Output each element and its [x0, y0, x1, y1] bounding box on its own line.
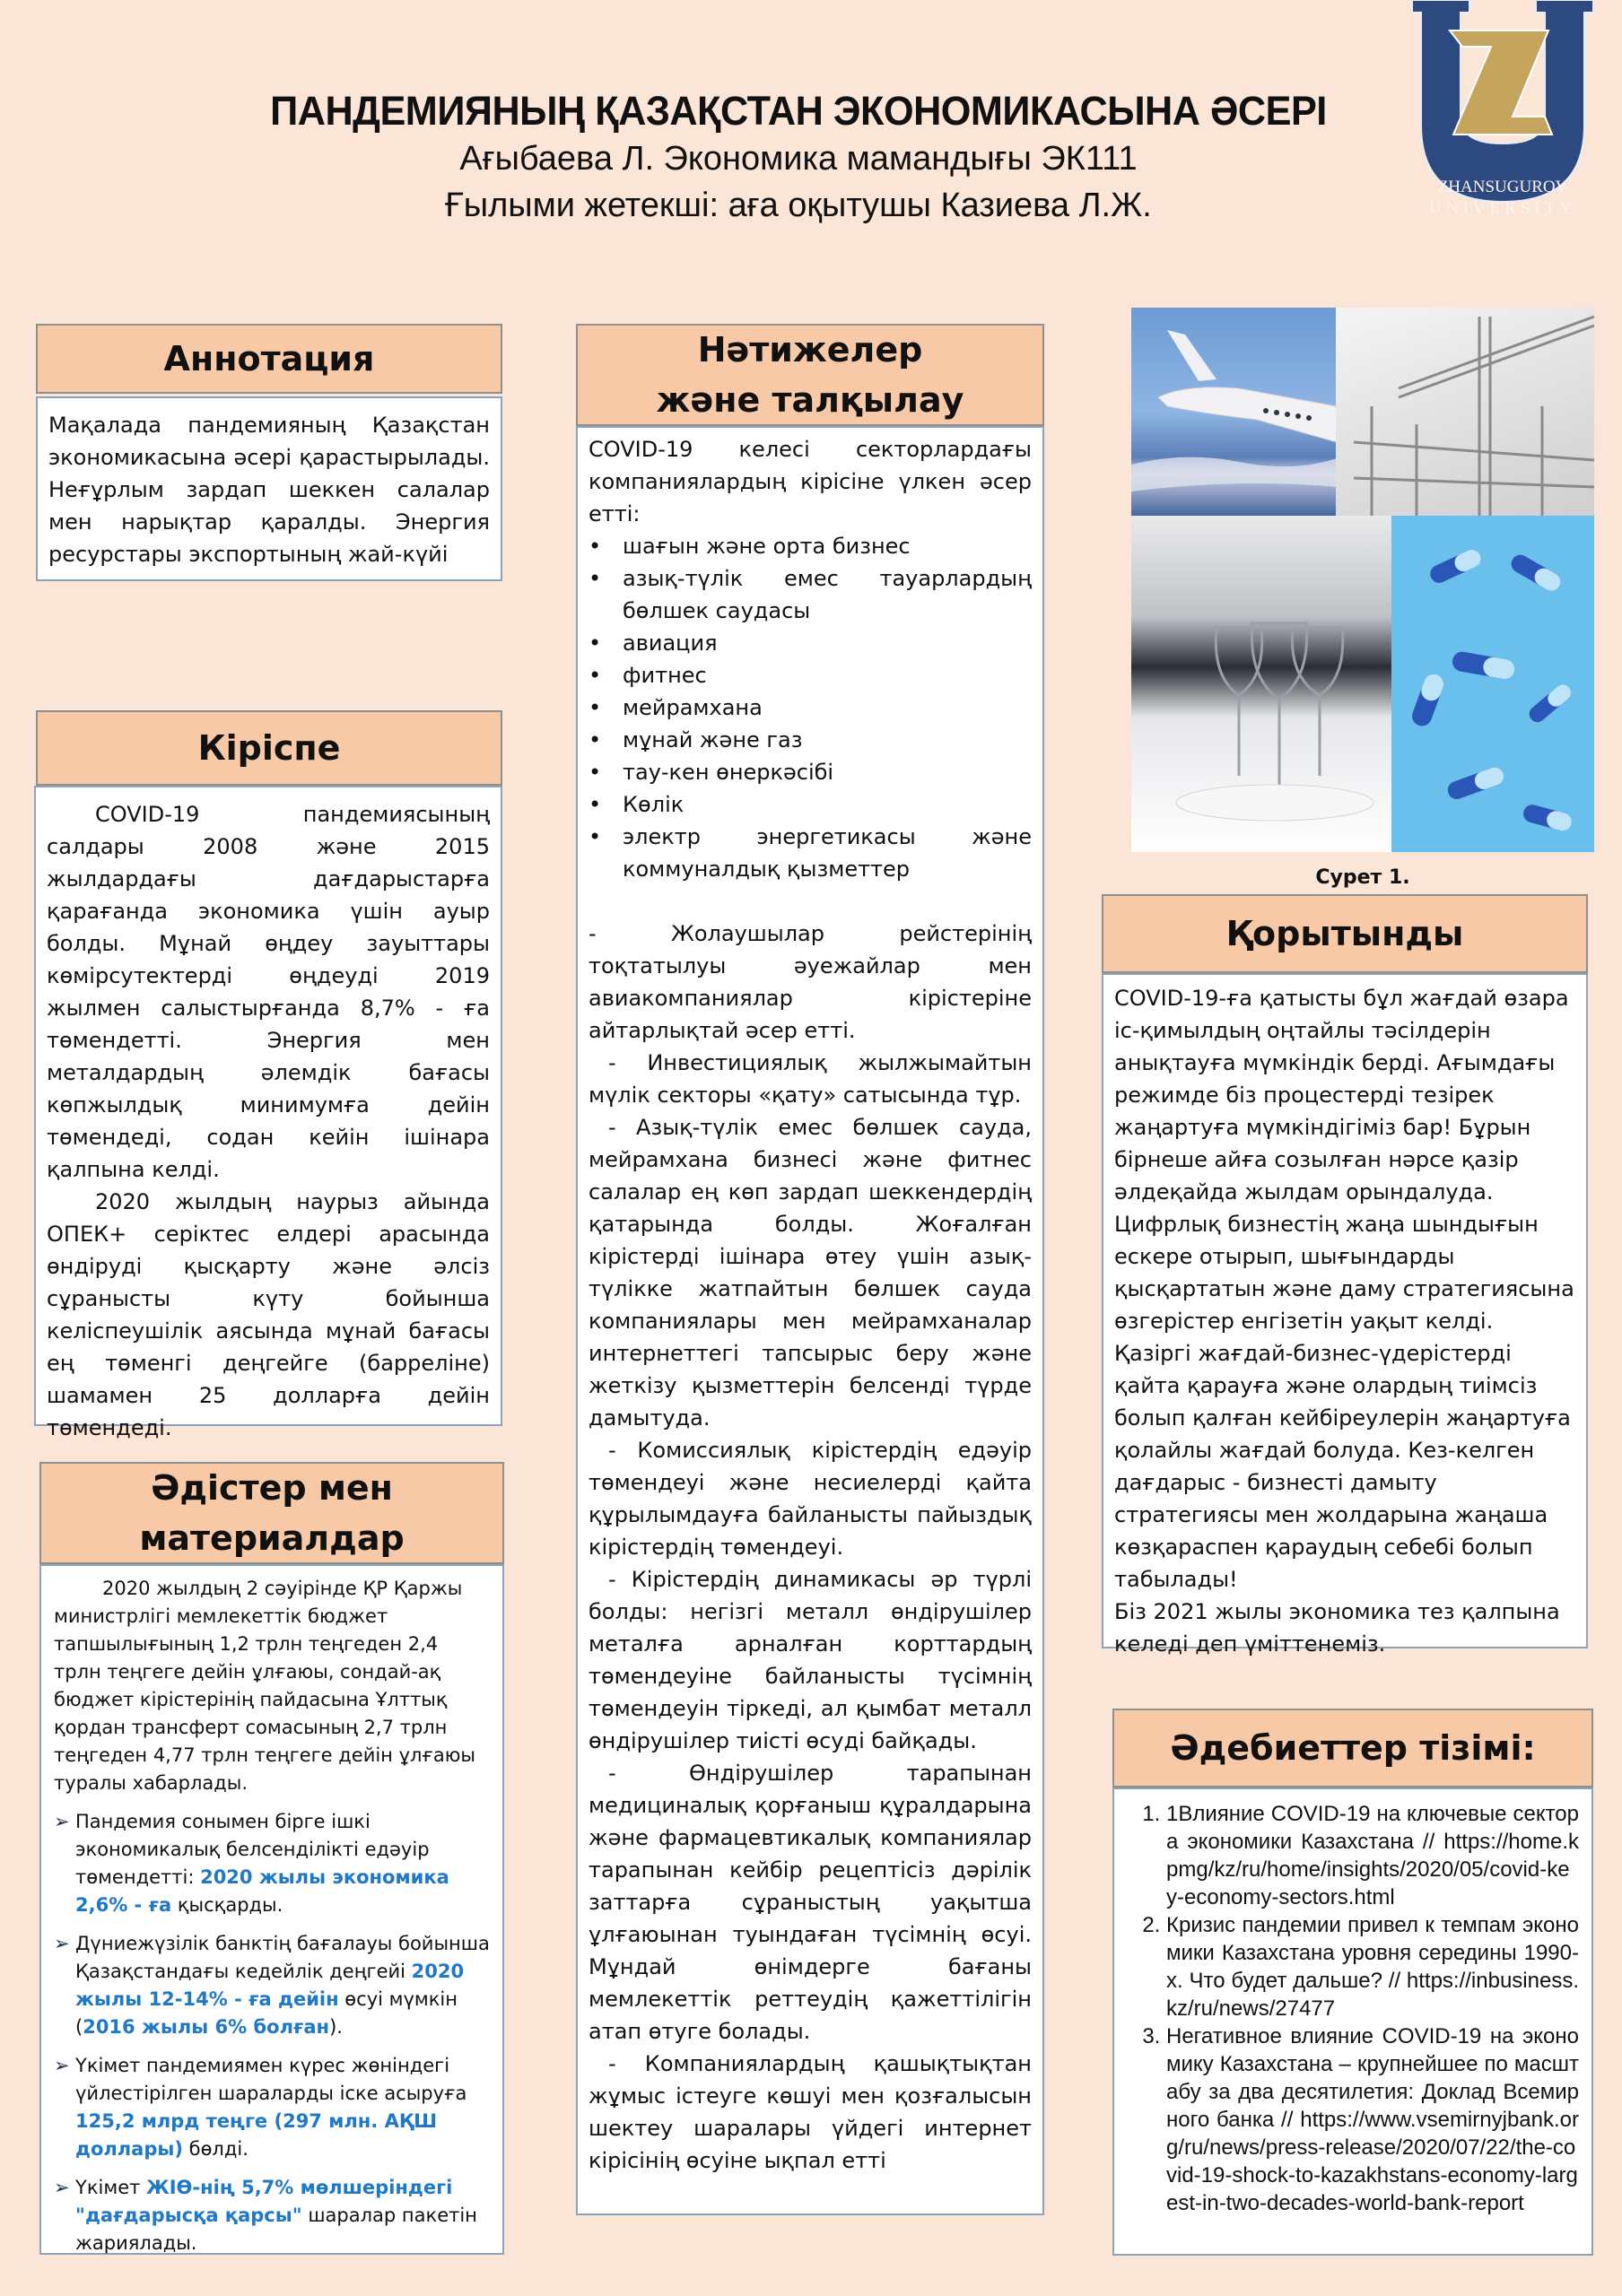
pills-icon [1391, 516, 1594, 852]
introduction-heading: Кіріспе [36, 710, 502, 786]
pills-photo [1391, 516, 1594, 852]
construction-crane-photo [1336, 308, 1594, 516]
annotation-text: Мақалада пандемияның Қазақстан экономикасына әсері қарастырылады. Неғұрлым зардап шеккен салалар мен нарықтар қаралды. Энергия ресурстары экспортының жай-күйі [48, 413, 490, 567]
logo-text-line1: ZHANSUGUROV [1437, 178, 1568, 196]
figure-caption: Сурет 1. [1315, 866, 1410, 889]
results-paragraph: - Инвестициялық жылжымайтын мүлік секторы «қату» сатысында тұр. [589, 1050, 1032, 1108]
arrow-bullet-icon: ➢ [54, 2177, 70, 2198]
sector-item: • мейрамхана [589, 691, 1032, 724]
results-intro: COVID-19 келесі секторлардағы компаниялардың кірісіне үлкен әсер етті: [589, 437, 1032, 526]
reference-item: 3. Негативное влияние COVID-19 на экономику Казахстана – крупнейшее по масштабу за два десятилетия: Доклад Всемирного банка // https://www.vsemirnyjbank.org/ru/news/press-release/2020/07/22/the-covid-19-shock-to-kazakhstans-economy-largest-in-two-decades-world-bank-report [1166, 2022, 1579, 2217]
methods-intro: 2020 жылдың 2 сәуірінде ҚР Қаржы министрлігі мемлекеттік бюджет тапшылығының 1,2 трлн теңгеден 2,4 трлн теңгеге дейін ұлғаюы, сондай-ақ бюджет кірістерінің пайдасына Ұлттық қордан трансферт сомасының 2,7 трлн теңгеден 4,77 трлн теңгеге дейін ұлғаюы туралы хабарлады. [54, 1578, 475, 1794]
results-heading [576, 324, 1044, 426]
conclusion-paragraph: COVID-19-ға қатысты бұл жағдай өзара іс-қимылдың оңтайлы тәсілдерін анықтауға мүмкіндік берді. Ағымдағы режимде біз процестерді тезірек жаңартуға мүмкіндігіміз бар! Бұрын бірнеше айға созылған нәрсе қазір әлдеқайда жылдам орындалуда. Цифрлық бизнестің жаңа шындығын ескере отырып, шығындарды қысқартатын және даму стратегиясына өзгерістер енгізетін уақыт келді. Қазіргі жағдай-бизнес-үдерістерді қайта қарауға және олардың тиімсіз болып қалған кейбіреулерін жаңартуға қолайлы жағдай болуда. Кез-келген дағдарыс - бизнесті дамыту стратегиясы мен жолдарына жаңаша көзқараспен қараудың себебі болып табылады! [1114, 986, 1574, 1592]
reference-item: 2. Кризис пандемии привел к темпам экономики Казахстана уровня середины 1990-х. Что будет дальше? // https://inbusiness.kz/ru/news/27477 [1166, 1911, 1579, 2022]
sector-item: • фитнес [589, 659, 1032, 691]
arrow-bullet-icon: ➢ [54, 1811, 70, 1832]
methods-bullet-list [54, 1808, 490, 2257]
sector-item: • шағын және орта бизнес [589, 530, 1032, 562]
arrow-bullet-icon: ➢ [54, 1933, 70, 1954]
methods-bullet: ➢ Дүниежүзілік банктің бағалауы бойынша Қазақстандағы кедейлік деңгейі 2020 жылы 12-14% - ға дейін өсуі мүмкін (2016 жылы 6% болған). [54, 1930, 490, 2041]
results-body [576, 426, 1044, 2215]
annotation-body [36, 396, 502, 581]
sector-item: • азық-түлік емес тауарлардың бөлшек саудасы [589, 562, 1032, 627]
results-paragraph: - Өндірушілер тарапынан медициналық қорғаныш құралдарына және фармацевтикалық компаниялар тарапынан кейбір рецептісіз дәрілік заттарға сұраныстың уақытша ұлғаюынан туындаған түсімнің өсуі. Мұндай өнімдерге бағаны мемлекеттік реттеудің қажеттілігін атап өтуге болады. [589, 1761, 1032, 2044]
conclusion-heading: Қорытынды [1102, 894, 1588, 973]
methods-bullet: ➢ Пандемия сонымен бірге ішкі экономикалық белсенділікті едәуір төмендетті: 2020 жылы экономика 2,6% - ға қысқарды. [54, 1808, 490, 1919]
results-paragraph: - Азық-түлік емес бөлшек сауда, мейрамхана бизнесі және фитнес салалар ең көп зардап шеккендердің қатарында болды. Жоғалған кірістерді ішінара өтеу үшін азық-түлікке жатпайтын бөлшек сауда компаниялары мен мейрамханалар интернеттегі тапсырыс беру және жеткізу қызметтерін белсенді түрде дамытуда. [589, 1115, 1032, 1431]
reference-item: 1. 1Влияние COVID-19 на ключевые сектора экономики Казахстана // https://home.kpmg/kz/ru/home/insights/2020/05/covid-key-economy-sectors.html [1166, 1800, 1579, 1911]
airplane-icon [1131, 308, 1337, 516]
sector-item: • авиация [589, 627, 1032, 659]
crane-icon [1336, 308, 1594, 516]
methods-bullet: ➢ Үкімет ЖІӨ-нің 5,7% мөлшеріндегі "дағдарысқа қарсы" шаралар пакетін жариялады. [54, 2174, 490, 2257]
conclusion-body [1102, 973, 1588, 1657]
methods-body [39, 1564, 504, 2255]
author-line: Ағыбаева Л. Экономика мамандығы ЭК111 [459, 140, 1138, 178]
results-paragraph: - Компаниялардың қашықтықтан жұмыс істеуге көшуі мен қозғалысын шектеу шаралары үйдегі интернет кірісінің өсуіне ықпал етті [589, 2051, 1032, 2173]
methods-bullet: ➢ Үкімет пандемиямен күрес жөніндегі үйлестірілген шараларды іске асыруға 125,2 млрд теңге (297 млн. АҚШ доллары) бөлді. [54, 2052, 490, 2163]
arrow-bullet-icon: ➢ [54, 2055, 70, 2076]
conclusion-paragraph: Біз 2021 жылы экономика тез қалпына келеді деп үміттенеміз. [1114, 1599, 1560, 1657]
sector-item: • мұнай және газ [589, 724, 1032, 756]
sector-item: • электр энергетикасы және коммуналдық қызметтер [589, 821, 1032, 885]
results-paragraph: - Кірістердің динамикасы әр түрлі болды: негізгі металл өндірушілер металға арналған корттардың төмендеуіне байланысты түсімнің төмендеуін тіркеді, ал қымбат металл өндірушілер тиісті өсуді байқады. [589, 1567, 1032, 1753]
methods-heading-text: Әдістер мен материалдар [139, 1468, 405, 1558]
results-heading-text: Нәтижелер және талқылау [656, 330, 964, 420]
introduction-paragraph: 2020 жылдың наурыз айында ОПЕК+ серіктес елдері арасында өндіруді қысқарту және әлсіз сұранысты күту бойынша келіспеушілік аясында мұнай бағасы ең төменгі деңгейге (баррелiне) шамамен 25 долларға дейін төмендеді. [47, 1189, 490, 1440]
airplane-photo [1131, 308, 1337, 516]
sector-item: • тау-кен өнеркәсібі [589, 756, 1032, 788]
methods-heading [39, 1462, 504, 1564]
restaurant-glasses-photo [1131, 516, 1391, 852]
sector-list [589, 530, 1032, 885]
logo-text-line2: UNIVERSITY [1429, 199, 1576, 218]
references-list [1127, 1800, 1579, 2217]
references-body [1112, 1787, 1593, 2256]
poster-title: ПАНДЕМИЯНЫҢ ҚАЗАҚСТАН ЭКОНОМИКАСЫНА ӘСЕРІ [270, 88, 1327, 134]
results-paragraph: - Комиссиялық кірістердің едәуір төмендеуі және несиелерді қайта құрылымдауға байланысты пайыздық кірістердің төмендеуі. [589, 1438, 1032, 1560]
results-paragraph: - Жолаушылар рейстерінің тоқтатылуы әуежайлар мен авиакомпаниялар кірістеріне айтарлықтай әсер етті. [589, 921, 1032, 1043]
supervisor-line: Ғылыми жетекші: аға оқытушы Казиева Л.Ж. [445, 187, 1152, 224]
introduction-body [34, 786, 502, 1440]
annotation-heading: Аннотация [36, 324, 502, 394]
wine-glasses-icon [1131, 516, 1391, 852]
introduction-paragraph: COVID-19 пандемиясының салдары 2008 және 2015 жылдардағы дағдарыстарға қарағанда экономика үшін ауыр болды. Мұнай өңдеу зауыттары көмірсутектерді өңдеуді 2019 жылмен салыстырғанда 8,7% - ға төмендетті. Энергия мен металдардың әлемдік бағасы көпжылдық минимумға дейін төмендеді, содан кейін ішінара қалпына келді. [47, 802, 490, 1182]
sector-item: • Көлік [589, 788, 1032, 821]
references-heading: Әдебиеттер тізімі: [1112, 1709, 1593, 1787]
